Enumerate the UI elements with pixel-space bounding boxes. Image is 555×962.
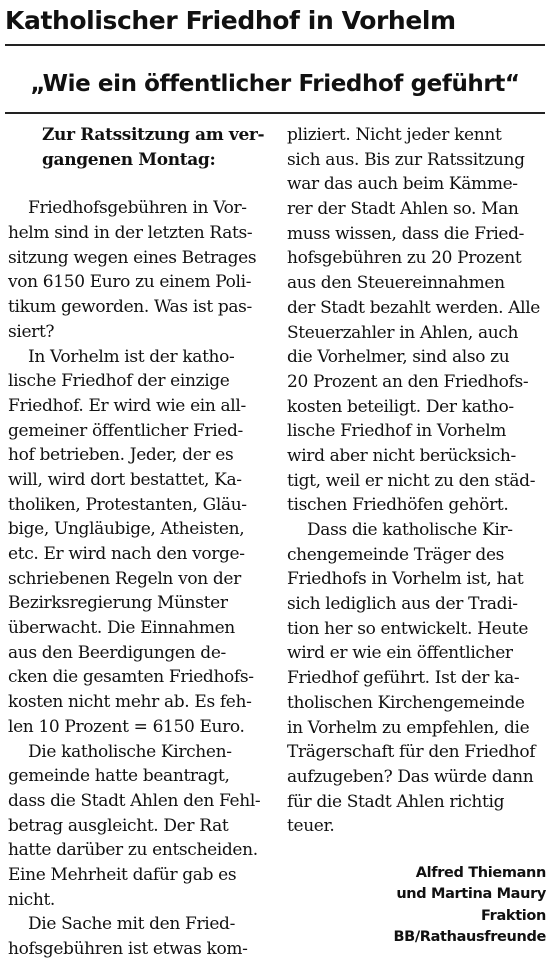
text-line: Friedhofsgebühren in Vor- <box>28 198 247 219</box>
text-line: Friedhof geführt. Ist der ka- <box>287 668 520 689</box>
text-line: betrag ausgleicht. Der Rat <box>8 815 229 836</box>
text-line: In Vorhelm ist der kathо- <box>28 346 235 367</box>
text-line: len 10 Prozent = 6150 Euro. <box>8 716 245 737</box>
text-line: bige, Ungläubige, Atheisten, <box>8 519 245 540</box>
signature-block <box>287 863 549 949</box>
letter-heading-line: Zur Ratssitzung am ver- <box>42 125 265 145</box>
signature-gap <box>287 839 549 863</box>
signature-line: BB/Rathausfreunde <box>393 929 546 946</box>
text-line: in Vorhelm zu empfehlen, die <box>287 717 530 738</box>
text-line: die Vorhelmer, sind also zu <box>287 347 510 368</box>
headline: Katholischer Friedhof in Vorhelm <box>5 6 456 35</box>
letter-heading-line: gangenen Montag: <box>42 149 216 170</box>
text-line: der Stadt bezahlt werden. Alle <box>287 297 541 318</box>
left-column <box>8 123 270 962</box>
text-line: aufzugeben? Das würde dann <box>287 766 534 787</box>
text-line: gemeinde hatte beantragt, <box>8 766 230 787</box>
text-line: sich lediglich aus der Tradi- <box>287 594 518 615</box>
text-line: hatte darüber zu entscheiden. <box>8 840 258 861</box>
text-line: Dass die katholische Kir- <box>307 520 513 540</box>
text-line: pliziert. Nicht jeder kennt <box>287 125 502 145</box>
text-line: von 6150 Euro zu einem Poli- <box>8 272 252 293</box>
text-line: nicht. <box>8 889 55 910</box>
text-line: wird aber nicht berücksich- <box>287 445 516 466</box>
text-line: war das auch beim Kämme- <box>287 174 518 195</box>
text-line: sitzung wegen eines Betrages <box>8 247 257 268</box>
text-line: für die Stadt Ahlen richtig <box>287 791 505 812</box>
text-line: Eine Mehrheit dafür gab es <box>8 864 237 885</box>
text-line: helm sind in der letzten Rats- <box>8 223 253 244</box>
text-line: lische Friedhof in Vorhelm <box>287 421 507 442</box>
text-line: Die katholische Kirchen- <box>28 741 232 762</box>
text-line: hofsgebühren zu 20 Prozent <box>287 248 522 269</box>
text-line: will, wird dort bestattet, Ka- <box>8 469 242 490</box>
text-line: Die Sache mit den Fried- <box>28 914 235 935</box>
signature-line: Fraktion <box>481 907 546 924</box>
text-line: aus den Beerdigungen de- <box>8 642 226 663</box>
text-line: wird er wie ein öffentlicher <box>287 643 513 664</box>
text-line: kosten nicht mehr ab. Es feh- <box>8 692 252 713</box>
headline-rule <box>5 44 545 46</box>
text-line: aus den Steuereinnahmen <box>287 273 505 294</box>
text-line: Trägerschaft für den Friedhof <box>287 742 536 763</box>
subheadline-rule <box>5 112 545 114</box>
text-line: Friedhof. Er wird wie ein all- <box>8 395 246 416</box>
paragraph-gap <box>8 172 270 196</box>
text-line: tholiken, Protestanten, Gläu- <box>8 494 247 515</box>
text-line: cken die gesamten Friedhofs- <box>8 667 254 688</box>
signature-line: und Martina Maury <box>396 886 546 903</box>
text-line: Bezirksregierung Münster <box>8 593 228 614</box>
text-line: tischen Friedhöfen gehört. <box>287 495 509 516</box>
text-line: Steuerzahler in Ahlen, auch <box>287 322 519 343</box>
text-line: tholischen Kirchengemeinde <box>287 692 525 713</box>
subheadline: „Wie ein öffentlicher Friedhof geführt“ <box>30 71 520 97</box>
right-column <box>287 123 549 949</box>
text-line: lische Friedhof der einzige <box>8 371 230 392</box>
text-line: sich aus. Bis zur Ratssitzung <box>287 149 525 170</box>
text-line: kosten beteiligt. Der katho- <box>287 396 514 417</box>
text-line: Friedhofs in Vorhelm ist, hat <box>287 569 524 590</box>
text-line: teuer. <box>287 816 335 837</box>
text-line: tion her so entwickelt. Heute <box>287 618 529 639</box>
text-line: tigt, weil er nicht zu den städ- <box>287 470 536 491</box>
text-line: etc. Er wird nach den vorge- <box>8 544 245 564</box>
headline-block <box>5 4 545 38</box>
text-line: gemeiner öffentlicher Fried- <box>8 420 243 441</box>
text-line: hofsgebühren ist etwas kom- <box>8 939 248 959</box>
text-line: muss wissen, dass die Fried- <box>287 223 525 244</box>
text-line: schriebenen Regeln von der <box>8 568 241 589</box>
signature-line: Alfred Thiemann <box>415 864 546 881</box>
text-line: siert? <box>8 321 55 342</box>
text-line: 20 Prozent an den Friedhofs- <box>287 371 529 392</box>
text-line: überwacht. Die Einnahmen <box>8 618 235 639</box>
text-line: chengemeinde Träger des <box>287 544 505 565</box>
text-line: tikum geworden. Was ist pas- <box>8 297 252 318</box>
text-line: dass die Stadt Ahlen den Fehl- <box>8 790 261 811</box>
text-line: rer der Stadt Ahlen so. Man <box>287 199 519 220</box>
text-line: hof betrieben. Jeder, der es <box>8 445 234 466</box>
